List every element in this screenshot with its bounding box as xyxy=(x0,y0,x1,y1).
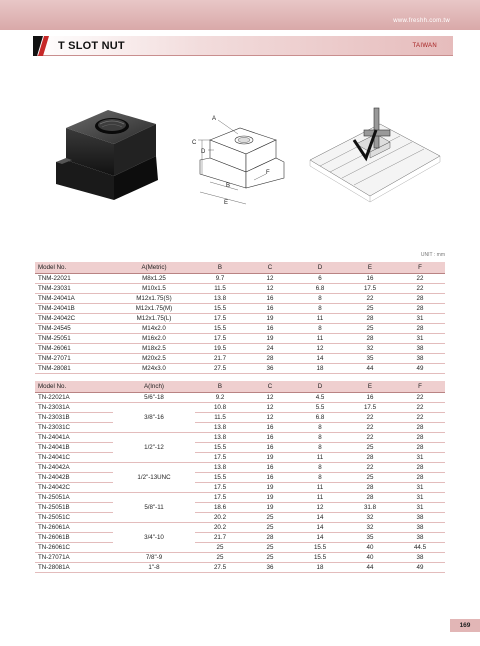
table-cell: 18 xyxy=(295,562,345,572)
table-cell: 8 xyxy=(295,303,345,313)
column-header: C xyxy=(245,262,295,273)
table-cell: M10x1.5 xyxy=(113,283,195,293)
table-cell: 22 xyxy=(345,422,395,432)
table-cell: 8 xyxy=(295,432,345,442)
metric-spec-table xyxy=(35,262,445,374)
table-cell: 31 xyxy=(395,492,445,502)
table-cell: 25 xyxy=(345,323,395,333)
table-cell: 22 xyxy=(395,402,445,412)
table-cell: TN-24042C xyxy=(35,482,113,492)
table-cell: 19.5 xyxy=(195,343,245,353)
table-cell: 31 xyxy=(395,313,445,323)
table-cell: 16 xyxy=(245,323,295,333)
column-header: D xyxy=(295,262,345,273)
drawing-label-e: E xyxy=(224,200,229,206)
table-cell: 22 xyxy=(345,412,395,422)
table-cell: 31 xyxy=(395,482,445,492)
table-row xyxy=(35,472,445,482)
table-cell: 24 xyxy=(245,343,295,353)
table-cell: 17.5 xyxy=(195,452,245,462)
table-cell: M20x2.5 xyxy=(113,353,195,363)
site-url[interactable]: www.freshh.com.tw xyxy=(393,18,450,24)
table-cell: TNM-28081 xyxy=(35,363,113,373)
t-slot-nut-photo xyxy=(52,100,162,218)
table-row xyxy=(35,432,445,442)
table-cell: 15.5 xyxy=(195,323,245,333)
page-title: T SLOT NUT xyxy=(58,40,125,52)
table-cell: 15.5 xyxy=(295,542,345,552)
table-cell: TN-24041B xyxy=(35,442,113,452)
table-row xyxy=(35,293,445,303)
table-cell: 20.2 xyxy=(195,522,245,532)
column-header: B xyxy=(195,262,245,273)
table-row xyxy=(35,412,445,422)
table-cell: 3/8"-16 xyxy=(113,402,195,432)
table-cell: 13.8 xyxy=(195,462,245,472)
metric-body xyxy=(35,273,445,373)
table-cell: 28 xyxy=(345,333,395,343)
table-cell: 28 xyxy=(395,432,445,442)
table-cell: 36 xyxy=(245,562,295,572)
table-cell: 16 xyxy=(245,303,295,313)
table-cell: 16 xyxy=(345,392,395,402)
table-cell: 6 xyxy=(295,273,345,283)
table-cell: TN-24042A xyxy=(35,462,113,472)
table-cell: 11 xyxy=(295,313,345,323)
table-cell: 28 xyxy=(245,532,295,542)
table-row xyxy=(35,392,445,402)
table-row xyxy=(35,343,445,353)
table-row xyxy=(35,462,445,472)
table-cell: 10.8 xyxy=(195,402,245,412)
table-cell: 25 xyxy=(245,542,295,552)
table-row xyxy=(35,333,445,343)
table-cell: 44.5 xyxy=(395,542,445,552)
table-cell: 16 xyxy=(245,293,295,303)
table-cell: 31 xyxy=(395,502,445,512)
table-cell: 38 xyxy=(395,353,445,363)
table-cell: TN-23031C xyxy=(35,422,113,432)
table-cell: 9.2 xyxy=(195,392,245,402)
table-cell: 40 xyxy=(345,552,395,562)
table-cell: 16 xyxy=(245,442,295,452)
table-row xyxy=(35,273,445,283)
table-row xyxy=(35,502,445,512)
table-cell: 22 xyxy=(345,293,395,303)
table-cell: TNM-27071 xyxy=(35,353,113,363)
inch-body xyxy=(35,392,445,572)
table-row xyxy=(35,512,445,522)
table-cell: 17.5 xyxy=(345,402,395,412)
table-cell: 20.2 xyxy=(195,512,245,522)
table-cell: 6.8 xyxy=(295,412,345,422)
table-cell: 31 xyxy=(395,333,445,343)
table-cell: 31.8 xyxy=(345,502,395,512)
table-cell: 12 xyxy=(245,283,295,293)
table-cell: 1"-8 xyxy=(113,562,195,572)
column-header: A(Metric) xyxy=(113,262,195,273)
region-label: TAIWAN xyxy=(412,43,437,49)
drawing-label-d: D xyxy=(201,149,206,155)
table-cell: TNM-24545 xyxy=(35,323,113,333)
table-cell: TNM-24042C xyxy=(35,313,113,323)
table-cell: 22 xyxy=(345,462,395,472)
table-cell: 13.8 xyxy=(195,432,245,442)
title-accent-mark xyxy=(33,36,49,56)
table-cell: 22 xyxy=(395,392,445,402)
table-cell: 25 xyxy=(345,303,395,313)
table-cell: 27.5 xyxy=(195,363,245,373)
table-cell: 8 xyxy=(295,462,345,472)
table-cell: 14 xyxy=(295,532,345,542)
column-header: D xyxy=(295,381,345,392)
table-cell: 19 xyxy=(245,482,295,492)
table-row xyxy=(35,542,445,552)
table-cell: 28 xyxy=(395,462,445,472)
table-cell: 11 xyxy=(295,482,345,492)
table-cell: 22 xyxy=(395,283,445,293)
table-cell: 12 xyxy=(295,343,345,353)
table-row xyxy=(35,422,445,432)
table-row xyxy=(35,313,445,323)
table-cell: 7/8"-9 xyxy=(113,552,195,562)
table-cell: 25 xyxy=(195,552,245,562)
table-cell: 13.8 xyxy=(195,293,245,303)
table-cell: 5/6"-18 xyxy=(113,392,195,402)
table-cell: 8 xyxy=(295,442,345,452)
table-cell: TN-24041C xyxy=(35,452,113,462)
table-cell: 35 xyxy=(345,353,395,363)
dimension-drawing xyxy=(180,100,292,218)
table-cell: TNM-24041A xyxy=(35,293,113,303)
table-cell: M12x1.75(M) xyxy=(113,303,195,313)
table-cell: 38 xyxy=(395,343,445,353)
table-cell: 4.5 xyxy=(295,392,345,402)
table-cell: M24x3.0 xyxy=(113,363,195,373)
table-cell: 13.8 xyxy=(195,422,245,432)
table-cell: 44 xyxy=(345,562,395,572)
table-cell: 17.5 xyxy=(195,333,245,343)
table-cell: 28 xyxy=(395,442,445,452)
table-cell: TN-25051A xyxy=(35,492,113,502)
table-cell: 12 xyxy=(245,402,295,412)
table-cell: 22 xyxy=(395,412,445,422)
table-cell: 15.5 xyxy=(295,552,345,562)
table-cell: 12 xyxy=(295,502,345,512)
table-cell: 25 xyxy=(245,552,295,562)
table-cell: 11 xyxy=(295,452,345,462)
table-row xyxy=(35,562,445,572)
table-cell: TNM-22021 xyxy=(35,273,113,283)
table-cell: 28 xyxy=(395,293,445,303)
table-cell: 18 xyxy=(295,363,345,373)
table-cell: 8 xyxy=(295,422,345,432)
table-cell: TNM-24041B xyxy=(35,303,113,313)
table-cell: 16 xyxy=(245,462,295,472)
table-row xyxy=(35,283,445,293)
column-header: F xyxy=(395,381,445,392)
table-cell: TNM-23031 xyxy=(35,283,113,293)
table-cell: 22 xyxy=(345,432,395,442)
table-cell: 8 xyxy=(295,472,345,482)
table-cell: TN-28081A xyxy=(35,562,113,572)
table-cell: 9.7 xyxy=(195,273,245,283)
table-cell: 31 xyxy=(395,452,445,462)
table-cell: 1/2"-12 xyxy=(113,432,195,462)
table-cell: 38 xyxy=(395,532,445,542)
table-cell: 5/8"-11 xyxy=(113,492,195,522)
table-cell: 17.5 xyxy=(195,482,245,492)
column-header: E xyxy=(345,262,395,273)
table-cell: 49 xyxy=(395,363,445,373)
table-row xyxy=(35,482,445,492)
drawing-label-c: C xyxy=(192,140,197,146)
page-number: 169 xyxy=(450,619,480,632)
table-cell: 8 xyxy=(295,293,345,303)
column-header: E xyxy=(345,381,395,392)
table-cell: TN-25051C xyxy=(35,512,113,522)
table-cell: M18x2.5 xyxy=(113,343,195,353)
table-cell: 25 xyxy=(345,442,395,452)
table-cell: 19 xyxy=(245,502,295,512)
table-cell: 32 xyxy=(345,522,395,532)
table-row xyxy=(35,442,445,452)
table-cell: 38 xyxy=(395,512,445,522)
table-cell: 21.7 xyxy=(195,532,245,542)
table-cell: 11.5 xyxy=(195,412,245,422)
table-cell: 6.8 xyxy=(295,283,345,293)
table-cell: M12x1.75(L) xyxy=(113,313,195,323)
table-cell: 38 xyxy=(395,522,445,532)
table-cell: 11.5 xyxy=(195,283,245,293)
inch-spec-table xyxy=(35,381,445,573)
table-cell: TN-23031B xyxy=(35,412,113,422)
table-cell: 19 xyxy=(245,452,295,462)
table-cell: 40 xyxy=(345,542,395,552)
table-row xyxy=(35,402,445,412)
table-cell: 44 xyxy=(345,363,395,373)
table-cell: 1/2"-13UNC xyxy=(113,462,195,492)
table-cell: 8 xyxy=(295,323,345,333)
table-cell: 49 xyxy=(395,562,445,572)
top-band xyxy=(0,0,480,30)
title-bar xyxy=(33,36,453,56)
table-cell: M14x2.0 xyxy=(113,323,195,333)
table-cell: 25 xyxy=(245,522,295,532)
table-cell: 14 xyxy=(295,522,345,532)
table-cell: TNM-25051 xyxy=(35,333,113,343)
table-cell: 15.5 xyxy=(195,442,245,452)
table-cell: TN-26061B xyxy=(35,532,113,542)
column-header: Model No. xyxy=(35,381,113,392)
table-cell: 28 xyxy=(395,323,445,333)
table-cell: 28 xyxy=(345,313,395,323)
table-cell: TN-25051B xyxy=(35,502,113,512)
table-cell: M12x1.75(S) xyxy=(113,293,195,303)
table-cell: 28 xyxy=(245,353,295,363)
table-cell: 28 xyxy=(395,472,445,482)
table-row xyxy=(35,353,445,363)
table-cell: 3/4"-10 xyxy=(113,522,195,552)
table-cell: M16x2.0 xyxy=(113,333,195,343)
column-header: C xyxy=(245,381,295,392)
table-cell: 16 xyxy=(245,422,295,432)
table-cell: TN-23031A xyxy=(35,402,113,412)
table-cell: 28 xyxy=(345,492,395,502)
table-cell: TNM-26061 xyxy=(35,343,113,353)
table-cell: TN-24041A xyxy=(35,432,113,442)
table-cell: 16 xyxy=(245,472,295,482)
table-cell: 19 xyxy=(245,313,295,323)
table-cell: 17.5 xyxy=(195,492,245,502)
table-cell: TN-27071A xyxy=(35,552,113,562)
table-row xyxy=(35,452,445,462)
table-cell: 19 xyxy=(245,333,295,343)
table-cell: 27.5 xyxy=(195,562,245,572)
metric-header-row xyxy=(35,262,445,273)
table-cell: 28 xyxy=(345,482,395,492)
table-row xyxy=(35,522,445,532)
table-cell: 12 xyxy=(245,392,295,402)
column-header: F xyxy=(395,262,445,273)
table-cell: TN-24042B xyxy=(35,472,113,482)
table-cell: 11 xyxy=(295,333,345,343)
column-header: A(Inch) xyxy=(113,381,195,392)
drawing-label-f: F xyxy=(266,170,270,176)
table-row xyxy=(35,532,445,542)
unit-label: UNIT : mm xyxy=(420,252,445,258)
table-cell: 28 xyxy=(395,422,445,432)
table-row xyxy=(35,303,445,313)
table-cell: 28 xyxy=(345,452,395,462)
usage-diagram xyxy=(300,100,442,218)
table-cell: 15.5 xyxy=(195,303,245,313)
table-cell: 12 xyxy=(245,273,295,283)
table-cell: 28 xyxy=(395,303,445,313)
drawing-label-b: B xyxy=(226,183,231,189)
table-cell: 18.6 xyxy=(195,502,245,512)
table-cell: 17.5 xyxy=(345,283,395,293)
table-cell: 16 xyxy=(345,273,395,283)
table-cell: M8x1.25 xyxy=(113,273,195,283)
table-cell: 14 xyxy=(295,512,345,522)
table-cell: 5.5 xyxy=(295,402,345,412)
table-cell: TN-22021A xyxy=(35,392,113,402)
inch-header-row xyxy=(35,381,445,392)
table-cell: 17.5 xyxy=(195,313,245,323)
table-cell: TN-26061A xyxy=(35,522,113,532)
table-row xyxy=(35,363,445,373)
table-cell: 16 xyxy=(245,432,295,442)
table-cell: 25 xyxy=(345,472,395,482)
table-cell: 11 xyxy=(295,492,345,502)
column-header: Model No. xyxy=(35,262,113,273)
table-cell: 32 xyxy=(345,343,395,353)
table-cell: 38 xyxy=(395,552,445,562)
table-cell: 32 xyxy=(345,512,395,522)
table-cell: 12 xyxy=(245,412,295,422)
table-cell: 14 xyxy=(295,353,345,363)
drawing-label-a: A xyxy=(212,116,217,122)
table-cell: 21.7 xyxy=(195,353,245,363)
table-row xyxy=(35,552,445,562)
table-cell: 35 xyxy=(345,532,395,542)
table-cell: TN-26061C xyxy=(35,542,113,552)
column-header: B xyxy=(195,381,245,392)
table-cell: 19 xyxy=(245,492,295,502)
table-cell: 36 xyxy=(245,363,295,373)
table-row xyxy=(35,323,445,333)
table-cell: 15.5 xyxy=(195,472,245,482)
table-cell: 25 xyxy=(195,542,245,552)
table-cell: 22 xyxy=(395,273,445,283)
table-cell: 25 xyxy=(245,512,295,522)
table-row xyxy=(35,492,445,502)
